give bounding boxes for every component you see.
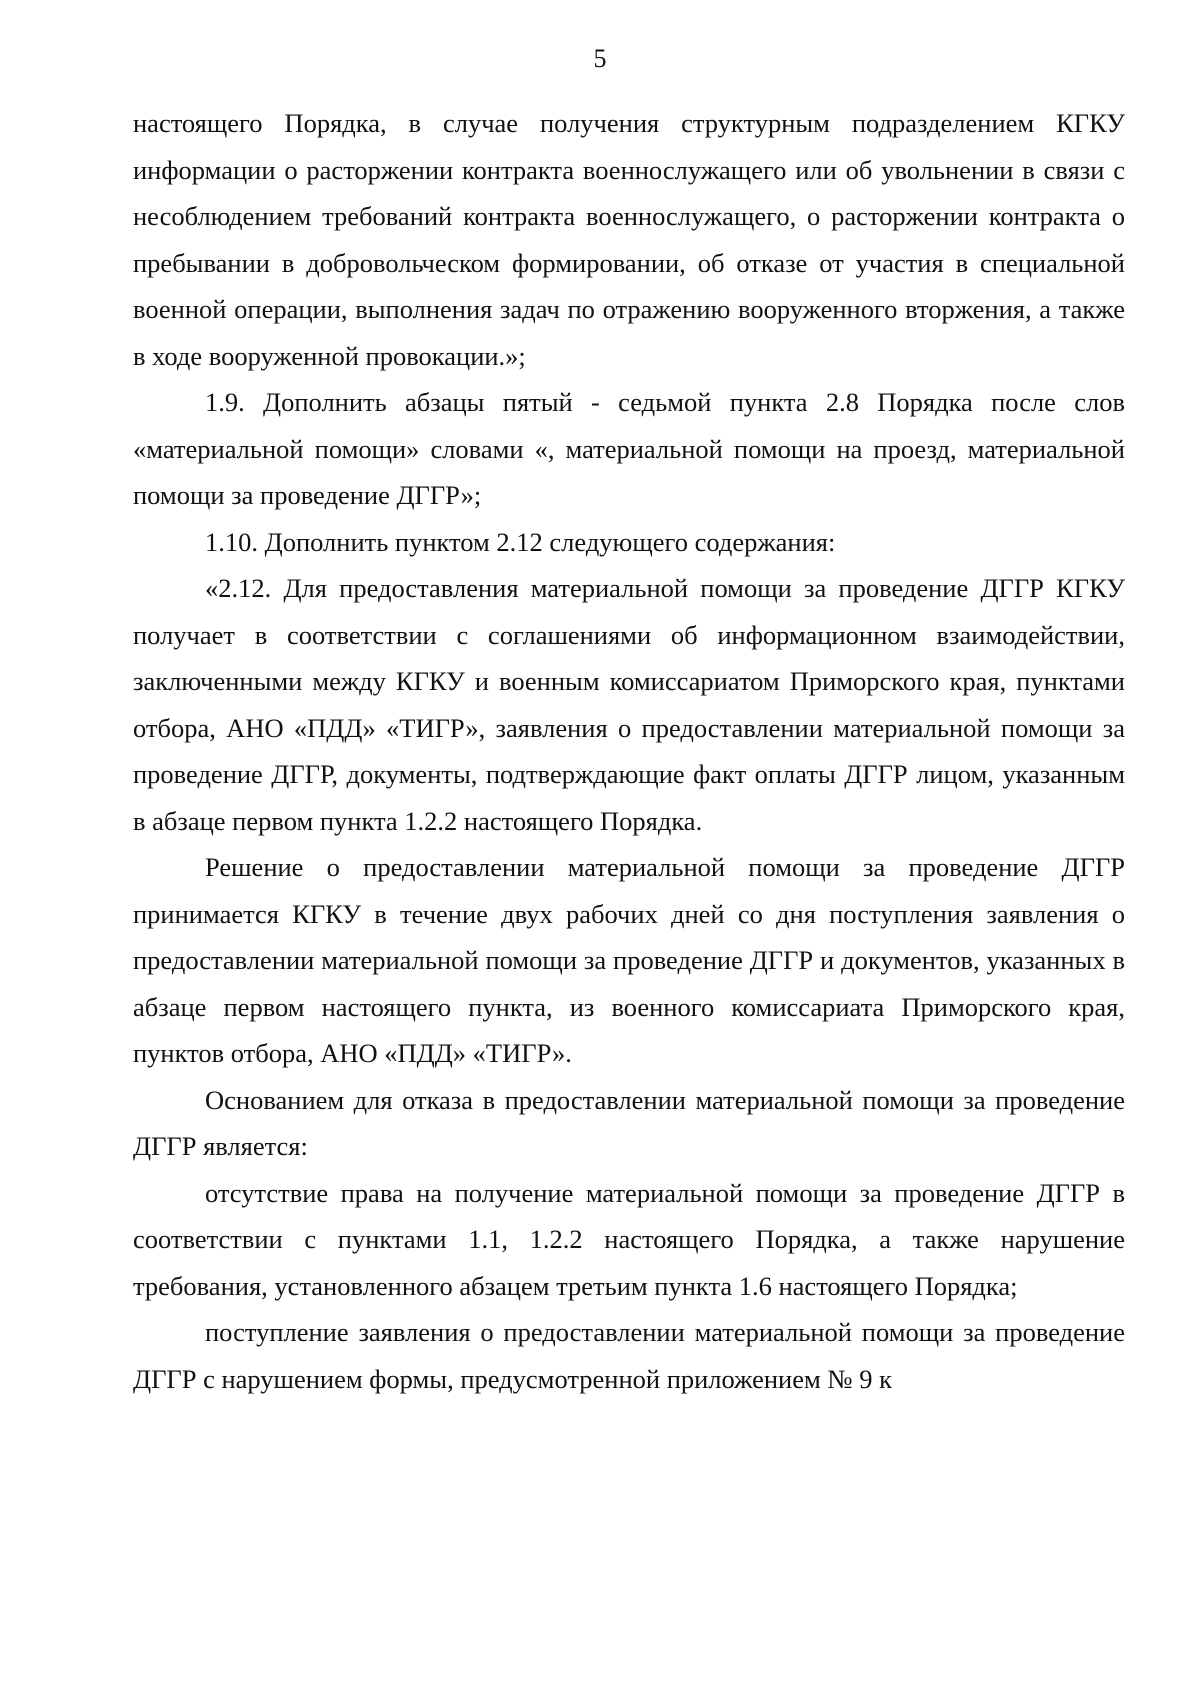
paragraph-8: поступление заявления о предоставлении материальной помощи за проведение ДГГР с нарушением формы, предусмотренной приложением № 9 к [133, 1317, 1125, 1394]
paragraph-1: настоящего Порядка, в случае получения структурным подразделением КГКУ информации о расторжении контракта военнослужащего или об увольнении в связи с несоблюдением требований контракта военнослужащего, о расторжении контракта о пребывании в добровольческом формировании, об отказе от участия в специальной военной операции, выполнения задач по отражению вооруженного вторжения, а также в ходе вооруженной провокации.»; [133, 108, 1125, 371]
paragraph-2: 1.9. Дополнить абзацы пятый - седьмой пункта 2.8 Порядка после слов «материальной помощи» словами «, материальной помощи на проезд, материальной помощи за проведение ДГГР»; [133, 387, 1125, 510]
paragraph-3: 1.10. Дополнить пунктом 2.12 следующего содержания: [205, 526, 836, 557]
paragraph-6: Основанием для отказа в предоставлении материальной помощи за проведение ДГГР является: [133, 1084, 1125, 1161]
document-body [133, 100, 1125, 1402]
page-number: 5 [593, 44, 607, 73]
paragraph-5: Решение о предоставлении материальной помощи за проведение ДГГР принимается КГКУ в течение двух рабочих дней со дня поступления заявления о предоставлении материальной помощи за проведение ДГГР и документов, указанных в абзаце первом настоящего пункта, из военного комиссариата Приморского края, пунктов отбора, АНО «ПДД» «ТИГР». [133, 852, 1125, 1068]
paragraph-7: отсутствие права на получение материальной помощи за проведение ДГГР в соответствии с пунктами 1.1, 1.2.2 настоящего Порядка, а также нарушение требования, установленного абзацем третьим пункта 1.6 настоящего Порядка; [133, 1177, 1125, 1301]
paragraph-4: «2.12. Для предоставления материальной помощи за проведение ДГГР КГКУ получает в соответствии с соглашениями об информационном взаимодействии, заключенными между КГКУ и военным комиссариатом Приморского края, пунктами отбора, АНО «ПДД» «ТИГР», заявления о предоставлении материальной помощи за проведение ДГГР, документы, подтверждающие факт оплаты ДГГР лицом, указанным в абзаце первом пункта 1.2.2 настоящего Порядка. [133, 573, 1125, 836]
